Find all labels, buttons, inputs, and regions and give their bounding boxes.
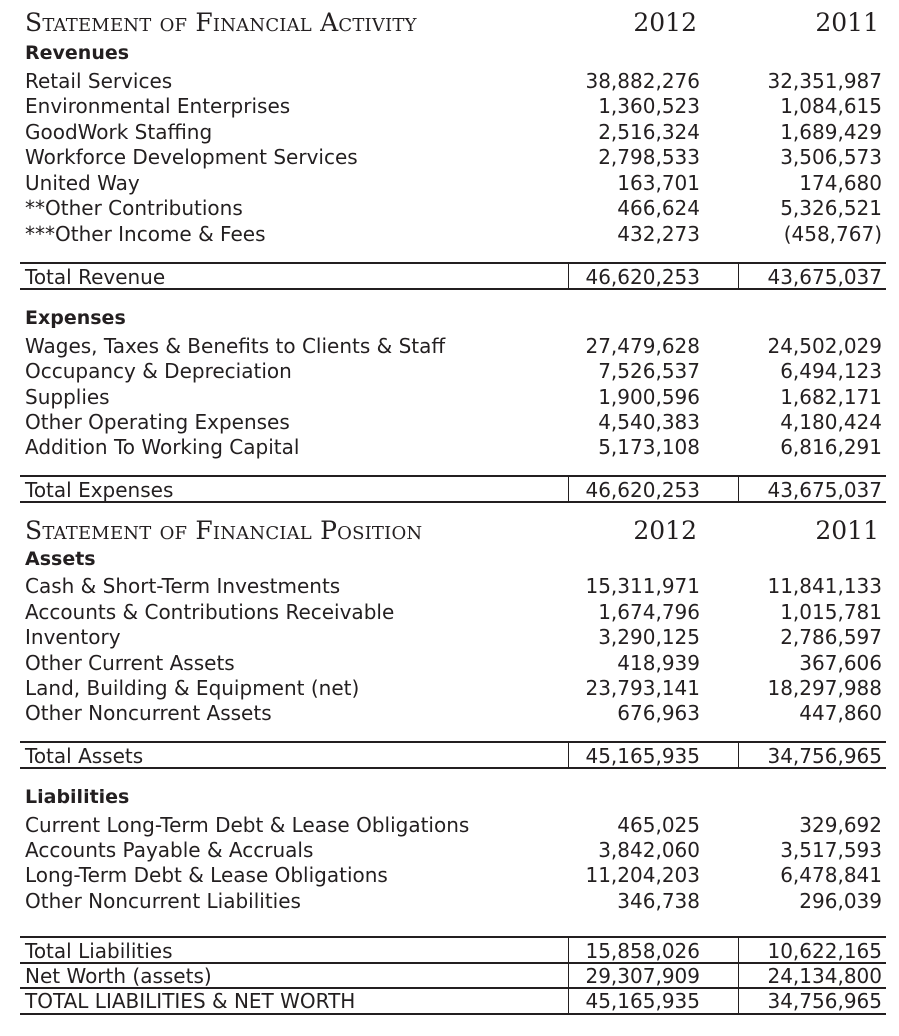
column-divider bbox=[738, 963, 739, 989]
value-2012: 29,307,909 bbox=[585, 964, 700, 988]
value-2012: 11,204,203 bbox=[585, 863, 700, 887]
column-divider bbox=[568, 988, 569, 1014]
value-2012: 45,165,935 bbox=[585, 744, 700, 768]
value-2011: 2,786,597 bbox=[780, 625, 882, 649]
value-2012: 15,858,026 bbox=[585, 939, 700, 963]
value-2012: 38,882,276 bbox=[585, 69, 700, 93]
row-label: Total Liabilities bbox=[25, 939, 173, 963]
value-2011: 18,297,988 bbox=[767, 676, 882, 700]
net-worth-row bbox=[0, 963, 899, 989]
total-expenses-row bbox=[0, 477, 899, 503]
value-2011: 10,622,165 bbox=[767, 939, 882, 963]
column-divider bbox=[738, 743, 739, 769]
position-title: Statement of Financial Position bbox=[25, 516, 423, 545]
rule bbox=[20, 767, 886, 769]
column-divider bbox=[568, 743, 569, 769]
row-label: Retail Services bbox=[25, 69, 173, 93]
value-2012: 466,624 bbox=[617, 196, 700, 220]
column-divider bbox=[738, 477, 739, 503]
asset-row bbox=[0, 573, 899, 599]
total-liabilities-net-worth-row bbox=[0, 988, 899, 1014]
activity-year-2011: 2011 bbox=[815, 8, 879, 37]
value-2011: 34,756,965 bbox=[767, 744, 882, 768]
value-2011: 43,675,037 bbox=[767, 478, 882, 502]
liability-row bbox=[0, 862, 899, 888]
position-year-2011: 2011 bbox=[815, 516, 879, 545]
row-label: Other Current Assets bbox=[25, 651, 235, 675]
row-label: Total Expenses bbox=[25, 478, 174, 502]
value-2011: 34,756,965 bbox=[767, 989, 882, 1013]
row-label: Other Operating Expenses bbox=[25, 410, 290, 434]
revenue-row bbox=[0, 68, 899, 94]
row-label: Addition To Working Capital bbox=[25, 435, 300, 459]
revenue-row bbox=[0, 170, 899, 196]
row-label: Land, Building & Equipment (net) bbox=[25, 676, 360, 700]
value-2012: 4,540,383 bbox=[598, 410, 700, 434]
activity-year-2012: 2012 bbox=[633, 8, 697, 37]
row-label: **Other Contributions bbox=[25, 196, 243, 220]
value-2011: 367,606 bbox=[799, 651, 882, 675]
row-label: Net Worth (assets) bbox=[25, 964, 212, 988]
value-2011: 5,326,521 bbox=[780, 196, 882, 220]
value-2012: 27,479,628 bbox=[585, 334, 700, 358]
revenue-row bbox=[0, 144, 899, 170]
value-2011: 24,502,029 bbox=[767, 334, 882, 358]
column-divider bbox=[568, 963, 569, 989]
value-2011: 1,689,429 bbox=[780, 120, 882, 144]
value-2012: 432,273 bbox=[617, 222, 700, 246]
row-label: Inventory bbox=[25, 625, 121, 649]
expense-row bbox=[0, 409, 899, 435]
value-2012: 46,620,253 bbox=[585, 478, 700, 502]
asset-row bbox=[0, 675, 899, 701]
liabilities-heading: Liabilities bbox=[25, 786, 130, 808]
column-divider bbox=[738, 264, 739, 290]
row-label: Current Long-Term Debt & Lease Obligations bbox=[25, 813, 470, 837]
row-label: Wages, Taxes & Benefits to Clients & Staff bbox=[25, 334, 446, 358]
row-label: Long-Term Debt & Lease Obligations bbox=[25, 863, 388, 887]
row-label: Supplies bbox=[25, 385, 110, 409]
liability-row bbox=[0, 837, 899, 863]
value-2012: 346,738 bbox=[617, 889, 700, 913]
row-label: GoodWork Staffing bbox=[25, 120, 213, 144]
rule bbox=[20, 288, 886, 290]
row-label: Other Noncurrent Assets bbox=[25, 701, 272, 725]
row-label: Cash & Short-Term Investments bbox=[25, 574, 341, 598]
expenses-heading: Expenses bbox=[25, 307, 126, 329]
liability-row bbox=[0, 812, 899, 838]
row-label: Workforce Development Services bbox=[25, 145, 358, 169]
assets-heading: Assets bbox=[25, 548, 96, 570]
rule bbox=[20, 1013, 886, 1015]
asset-row bbox=[0, 700, 899, 726]
value-2011: 6,494,123 bbox=[780, 359, 882, 383]
value-2011: 1,015,781 bbox=[780, 600, 882, 624]
row-label: Total Assets bbox=[25, 744, 144, 768]
value-2012: 46,620,253 bbox=[585, 265, 700, 289]
revenue-row bbox=[0, 119, 899, 145]
value-2011: 4,180,424 bbox=[780, 410, 882, 434]
value-2011: 24,134,800 bbox=[767, 964, 882, 988]
row-label: Accounts Payable & Accruals bbox=[25, 838, 314, 862]
asset-row bbox=[0, 599, 899, 625]
column-divider bbox=[738, 938, 739, 964]
column-divider bbox=[568, 477, 569, 503]
value-2011: (458,767) bbox=[783, 222, 882, 246]
value-2012: 3,290,125 bbox=[598, 625, 700, 649]
total-liabilities-row bbox=[0, 938, 899, 964]
value-2012: 676,963 bbox=[617, 701, 700, 725]
value-2012: 45,165,935 bbox=[585, 989, 700, 1013]
value-2012: 163,701 bbox=[617, 171, 700, 195]
expense-row bbox=[0, 358, 899, 384]
revenue-row bbox=[0, 221, 899, 247]
value-2012: 418,939 bbox=[617, 651, 700, 675]
row-label: Environmental Enterprises bbox=[25, 94, 291, 118]
total-assets-row bbox=[0, 743, 899, 769]
row-label: United Way bbox=[25, 171, 140, 195]
value-2011: 6,478,841 bbox=[780, 863, 882, 887]
row-label: Total Revenue bbox=[25, 265, 166, 289]
value-2011: 296,039 bbox=[799, 889, 882, 913]
value-2012: 1,360,523 bbox=[598, 94, 700, 118]
position-year-2012: 2012 bbox=[633, 516, 697, 545]
value-2011: 329,692 bbox=[799, 813, 882, 837]
total-revenue-row bbox=[0, 264, 899, 290]
value-2012: 5,173,108 bbox=[598, 435, 700, 459]
expense-row bbox=[0, 434, 899, 460]
value-2011: 43,675,037 bbox=[767, 265, 882, 289]
activity-title: Statement of Financial Activity bbox=[25, 8, 417, 37]
asset-row bbox=[0, 650, 899, 676]
expense-row bbox=[0, 333, 899, 359]
value-2012: 23,793,141 bbox=[585, 676, 700, 700]
value-2011: 32,351,987 bbox=[767, 69, 882, 93]
row-label: ***Other Income & Fees bbox=[25, 222, 266, 246]
value-2011: 11,841,133 bbox=[767, 574, 882, 598]
revenue-row bbox=[0, 195, 899, 221]
value-2011: 1,682,171 bbox=[780, 385, 882, 409]
value-2011: 3,506,573 bbox=[780, 145, 882, 169]
row-label: Accounts & Contributions Receivable bbox=[25, 600, 395, 624]
row-label: Other Noncurrent Liabilities bbox=[25, 889, 301, 913]
asset-row bbox=[0, 624, 899, 650]
value-2012: 1,674,796 bbox=[598, 600, 700, 624]
rule bbox=[20, 501, 886, 503]
row-label: Occupancy & Depreciation bbox=[25, 359, 292, 383]
value-2012: 2,798,533 bbox=[598, 145, 700, 169]
value-2011: 174,680 bbox=[799, 171, 882, 195]
value-2012: 1,900,596 bbox=[598, 385, 700, 409]
value-2012: 15,311,971 bbox=[585, 574, 700, 598]
column-divider bbox=[568, 264, 569, 290]
value-2012: 465,025 bbox=[617, 813, 700, 837]
value-2012: 7,526,537 bbox=[598, 359, 700, 383]
row-label: TOTAL LIABILITIES & NET WORTH bbox=[25, 989, 356, 1013]
revenues-heading: Revenues bbox=[25, 42, 130, 64]
value-2011: 1,084,615 bbox=[780, 94, 882, 118]
expense-row bbox=[0, 384, 899, 410]
value-2011: 6,816,291 bbox=[780, 435, 882, 459]
value-2011: 3,517,593 bbox=[780, 838, 882, 862]
revenue-row bbox=[0, 93, 899, 119]
liability-row bbox=[0, 888, 899, 914]
value-2011: 447,860 bbox=[799, 701, 882, 725]
value-2012: 2,516,324 bbox=[598, 120, 700, 144]
column-divider bbox=[738, 988, 739, 1014]
value-2012: 3,842,060 bbox=[598, 838, 700, 862]
column-divider bbox=[568, 938, 569, 964]
